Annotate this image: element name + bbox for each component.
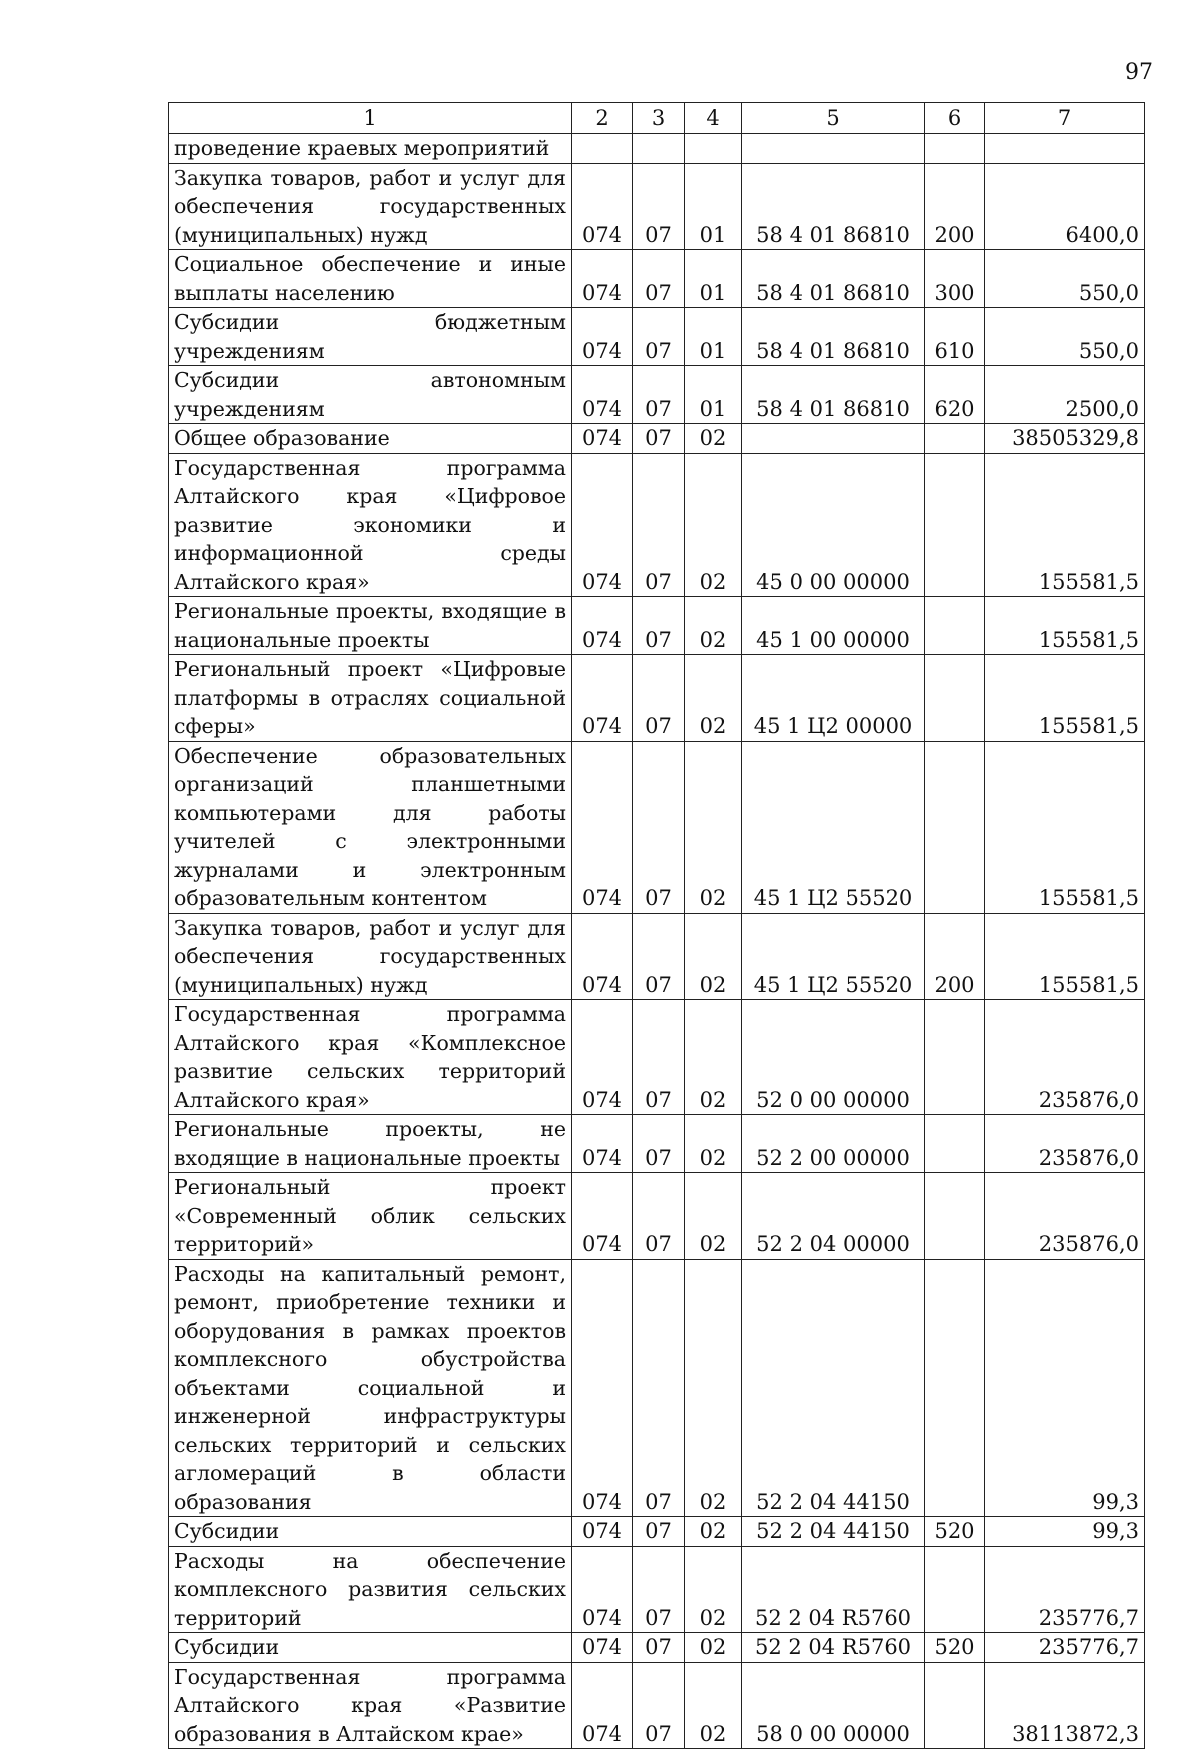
header-cell: 2: [572, 103, 633, 134]
row-section-cell: 07: [633, 1173, 685, 1260]
row-subsection-cell: 02: [685, 1517, 742, 1547]
row-name-cell: Субсидии: [169, 1517, 572, 1547]
row-amount-cell: [985, 134, 1145, 164]
row-amount-cell: 155581,5: [985, 453, 1145, 597]
page-number: 97: [1125, 60, 1153, 85]
row-section-cell: 07: [633, 1000, 685, 1115]
row-amount-cell: 155581,5: [985, 741, 1145, 913]
row-subsection-cell: 02: [685, 453, 742, 597]
row-target-code-cell: 52 2 04 R5760: [742, 1546, 925, 1633]
row-subsection-cell: 02: [685, 1115, 742, 1173]
row-subsection-cell: 01: [685, 163, 742, 250]
header-cell: 5: [742, 103, 925, 134]
row-section-cell: 07: [633, 453, 685, 597]
header-cell: 4: [685, 103, 742, 134]
row-amount-cell: 38113872,3: [985, 1662, 1145, 1749]
row-grbs-cell: 074: [572, 453, 633, 597]
row-amount-cell: 235876,0: [985, 1000, 1145, 1115]
row-subsection-cell: 02: [685, 597, 742, 655]
row-amount-cell: 550,0: [985, 308, 1145, 366]
row-amount-cell: 235776,7: [985, 1633, 1145, 1663]
row-amount-cell: 155581,5: [985, 597, 1145, 655]
row-target-code-cell: 58 0 00 00000: [742, 1662, 925, 1749]
row-grbs-cell: 074: [572, 308, 633, 366]
row-amount-cell: 155581,5: [985, 655, 1145, 742]
row-name-cell: Региональный проект «Современный облик сельских территорий»: [169, 1173, 572, 1260]
table-row: [169, 424, 1145, 454]
row-section-cell: 07: [633, 597, 685, 655]
row-section-cell: 07: [633, 250, 685, 308]
row-grbs-cell: 074: [572, 1546, 633, 1633]
row-amount-cell: 235876,0: [985, 1173, 1145, 1260]
row-target-code-cell: 58 4 01 86810: [742, 308, 925, 366]
row-grbs-cell: 074: [572, 250, 633, 308]
row-grbs-cell: 074: [572, 1115, 633, 1173]
table-row: [169, 1173, 1145, 1260]
row-section-cell: 07: [633, 741, 685, 913]
row-subsection-cell: 02: [685, 1000, 742, 1115]
row-grbs-cell: [572, 134, 633, 164]
row-target-code-cell: 52 2 04 R5760: [742, 1633, 925, 1663]
row-target-code-cell: 52 2 00 00000: [742, 1115, 925, 1173]
row-amount-cell: 235876,0: [985, 1115, 1145, 1173]
table-row: [169, 1259, 1145, 1517]
header-cell: 1: [169, 103, 572, 134]
row-name-cell: Закупка товаров, работ и услуг для обеспечения государственных (муниципальных) нужд: [169, 163, 572, 250]
row-expense-type-cell: 200: [925, 913, 985, 1000]
row-target-code-cell: 45 1 00 00000: [742, 597, 925, 655]
row-name-cell: Региональные проекты, не входящие в национальные проекты: [169, 1115, 572, 1173]
row-name-cell: Региональный проект «Цифровые платформы в отраслях социальной сферы»: [169, 655, 572, 742]
row-name-cell: Государственная программа Алтайского края «Цифровое развитие экономики и информационной среды Алтайского края»: [169, 453, 572, 597]
row-subsection-cell: 02: [685, 741, 742, 913]
row-amount-cell: 550,0: [985, 250, 1145, 308]
row-section-cell: 07: [633, 655, 685, 742]
row-target-code-cell: 58 4 01 86810: [742, 163, 925, 250]
table-row: [169, 655, 1145, 742]
row-expense-type-cell: [925, 655, 985, 742]
row-name-cell: Субсидии бюджетным учреждениям: [169, 308, 572, 366]
row-grbs-cell: 074: [572, 913, 633, 1000]
row-target-code-cell: 58 4 01 86810: [742, 250, 925, 308]
row-name-cell: Общее образование: [169, 424, 572, 454]
table-row: [169, 366, 1145, 424]
row-amount-cell: 6400,0: [985, 163, 1145, 250]
row-name-cell: Субсидии: [169, 1633, 572, 1663]
row-amount-cell: 38505329,8: [985, 424, 1145, 454]
row-target-code-cell: 45 1 Ц2 00000: [742, 655, 925, 742]
row-expense-type-cell: [925, 1662, 985, 1749]
table-row: [169, 1662, 1145, 1749]
row-expense-type-cell: 520: [925, 1517, 985, 1547]
row-section-cell: 07: [633, 1633, 685, 1663]
row-target-code-cell: 52 0 00 00000: [742, 1000, 925, 1115]
row-amount-cell: 99,3: [985, 1259, 1145, 1517]
row-expense-type-cell: [925, 1000, 985, 1115]
row-target-code-cell: 52 2 04 00000: [742, 1173, 925, 1260]
row-subsection-cell: 02: [685, 1633, 742, 1663]
row-grbs-cell: 074: [572, 424, 633, 454]
row-name-cell: Региональные проекты, входящие в национальные проекты: [169, 597, 572, 655]
row-subsection-cell: 02: [685, 1546, 742, 1633]
row-expense-type-cell: 300: [925, 250, 985, 308]
row-expense-type-cell: [925, 1546, 985, 1633]
row-section-cell: 07: [633, 1259, 685, 1517]
row-section-cell: 07: [633, 1517, 685, 1547]
table-row: [169, 134, 1145, 164]
row-name-cell: Расходы на капитальный ремонт, ремонт, приобретение техники и оборудования в рамках проектов комплексного обустройства объектами социальной и инженерной инфраструктуры сельских территорий и сельских агломераций в области образования: [169, 1259, 572, 1517]
row-target-code-cell: [742, 134, 925, 164]
row-target-code-cell: 45 1 Ц2 55520: [742, 913, 925, 1000]
row-subsection-cell: 02: [685, 655, 742, 742]
row-target-code-cell: [742, 424, 925, 454]
row-amount-cell: 155581,5: [985, 913, 1145, 1000]
row-target-code-cell: 52 2 04 44150: [742, 1517, 925, 1547]
row-expense-type-cell: 520: [925, 1633, 985, 1663]
table-header-row: [169, 103, 1145, 134]
row-expense-type-cell: 200: [925, 163, 985, 250]
row-section-cell: 07: [633, 308, 685, 366]
row-section-cell: 07: [633, 163, 685, 250]
row-subsection-cell: 02: [685, 1662, 742, 1749]
table-row: [169, 1517, 1145, 1547]
row-section-cell: 07: [633, 1115, 685, 1173]
row-subsection-cell: 01: [685, 250, 742, 308]
table-row: [169, 1633, 1145, 1663]
row-target-code-cell: 52 2 04 44150: [742, 1259, 925, 1517]
row-section-cell: 07: [633, 366, 685, 424]
row-subsection-cell: 02: [685, 424, 742, 454]
header-cell: 3: [633, 103, 685, 134]
row-grbs-cell: 074: [572, 1633, 633, 1663]
row-section-cell: 07: [633, 1546, 685, 1633]
row-expense-type-cell: [925, 1259, 985, 1517]
row-grbs-cell: 074: [572, 597, 633, 655]
row-target-code-cell: 58 4 01 86810: [742, 366, 925, 424]
row-grbs-cell: 074: [572, 1000, 633, 1115]
row-grbs-cell: 074: [572, 655, 633, 742]
row-expense-type-cell: 610: [925, 308, 985, 366]
row-expense-type-cell: [925, 134, 985, 164]
table-body: [169, 134, 1145, 1749]
row-amount-cell: 235776,7: [985, 1546, 1145, 1633]
row-grbs-cell: 074: [572, 1259, 633, 1517]
row-section-cell: 07: [633, 424, 685, 454]
row-target-code-cell: 45 1 Ц2 55520: [742, 741, 925, 913]
row-name-cell: Государственная программа Алтайского края «Комплексное развитие сельских территорий Алтайского края»: [169, 1000, 572, 1115]
header-cell: 7: [985, 103, 1145, 134]
table-row: [169, 1000, 1145, 1115]
budget-table: [168, 102, 1145, 1749]
row-expense-type-cell: [925, 1173, 985, 1260]
row-subsection-cell: 02: [685, 913, 742, 1000]
header-cell: 6: [925, 103, 985, 134]
row-section-cell: [633, 134, 685, 164]
row-expense-type-cell: [925, 597, 985, 655]
row-name-cell: Закупка товаров, работ и услуг для обеспечения государственных (муниципальных) нужд: [169, 913, 572, 1000]
row-target-code-cell: 45 0 00 00000: [742, 453, 925, 597]
table-row: [169, 913, 1145, 1000]
row-expense-type-cell: [925, 424, 985, 454]
row-grbs-cell: 074: [572, 1517, 633, 1547]
row-expense-type-cell: [925, 453, 985, 597]
table-row: [169, 453, 1145, 597]
table-row: [169, 163, 1145, 250]
row-section-cell: 07: [633, 913, 685, 1000]
row-name-cell: Обеспечение образовательных организаций планшетными компьютерами для работы учителей с электронными журналами и электронным образовательным контентом: [169, 741, 572, 913]
row-subsection-cell: 02: [685, 1173, 742, 1260]
row-section-cell: 07: [633, 1662, 685, 1749]
table-row: [169, 597, 1145, 655]
row-grbs-cell: 074: [572, 163, 633, 250]
row-name-cell: Расходы на обеспечение комплексного развития сельских территорий: [169, 1546, 572, 1633]
row-name-cell: проведение краевых мероприятий: [169, 134, 572, 164]
row-amount-cell: 2500,0: [985, 366, 1145, 424]
row-subsection-cell: [685, 134, 742, 164]
table-row: [169, 308, 1145, 366]
row-name-cell: Государственная программа Алтайского края «Развитие образования в Алтайском крае»: [169, 1662, 572, 1749]
table-row: [169, 741, 1145, 913]
row-grbs-cell: 074: [572, 741, 633, 913]
row-name-cell: Субсидии автономным учреждениям: [169, 366, 572, 424]
row-subsection-cell: 02: [685, 1259, 742, 1517]
row-expense-type-cell: [925, 1115, 985, 1173]
row-grbs-cell: 074: [572, 366, 633, 424]
table-row: [169, 250, 1145, 308]
row-grbs-cell: 074: [572, 1173, 633, 1260]
row-name-cell: Социальное обеспечение и иные выплаты населению: [169, 250, 572, 308]
table-row: [169, 1546, 1145, 1633]
row-grbs-cell: 074: [572, 1662, 633, 1749]
row-subsection-cell: 01: [685, 366, 742, 424]
table-row: [169, 1115, 1145, 1173]
row-amount-cell: 99,3: [985, 1517, 1145, 1547]
row-subsection-cell: 01: [685, 308, 742, 366]
row-expense-type-cell: 620: [925, 366, 985, 424]
row-expense-type-cell: [925, 741, 985, 913]
